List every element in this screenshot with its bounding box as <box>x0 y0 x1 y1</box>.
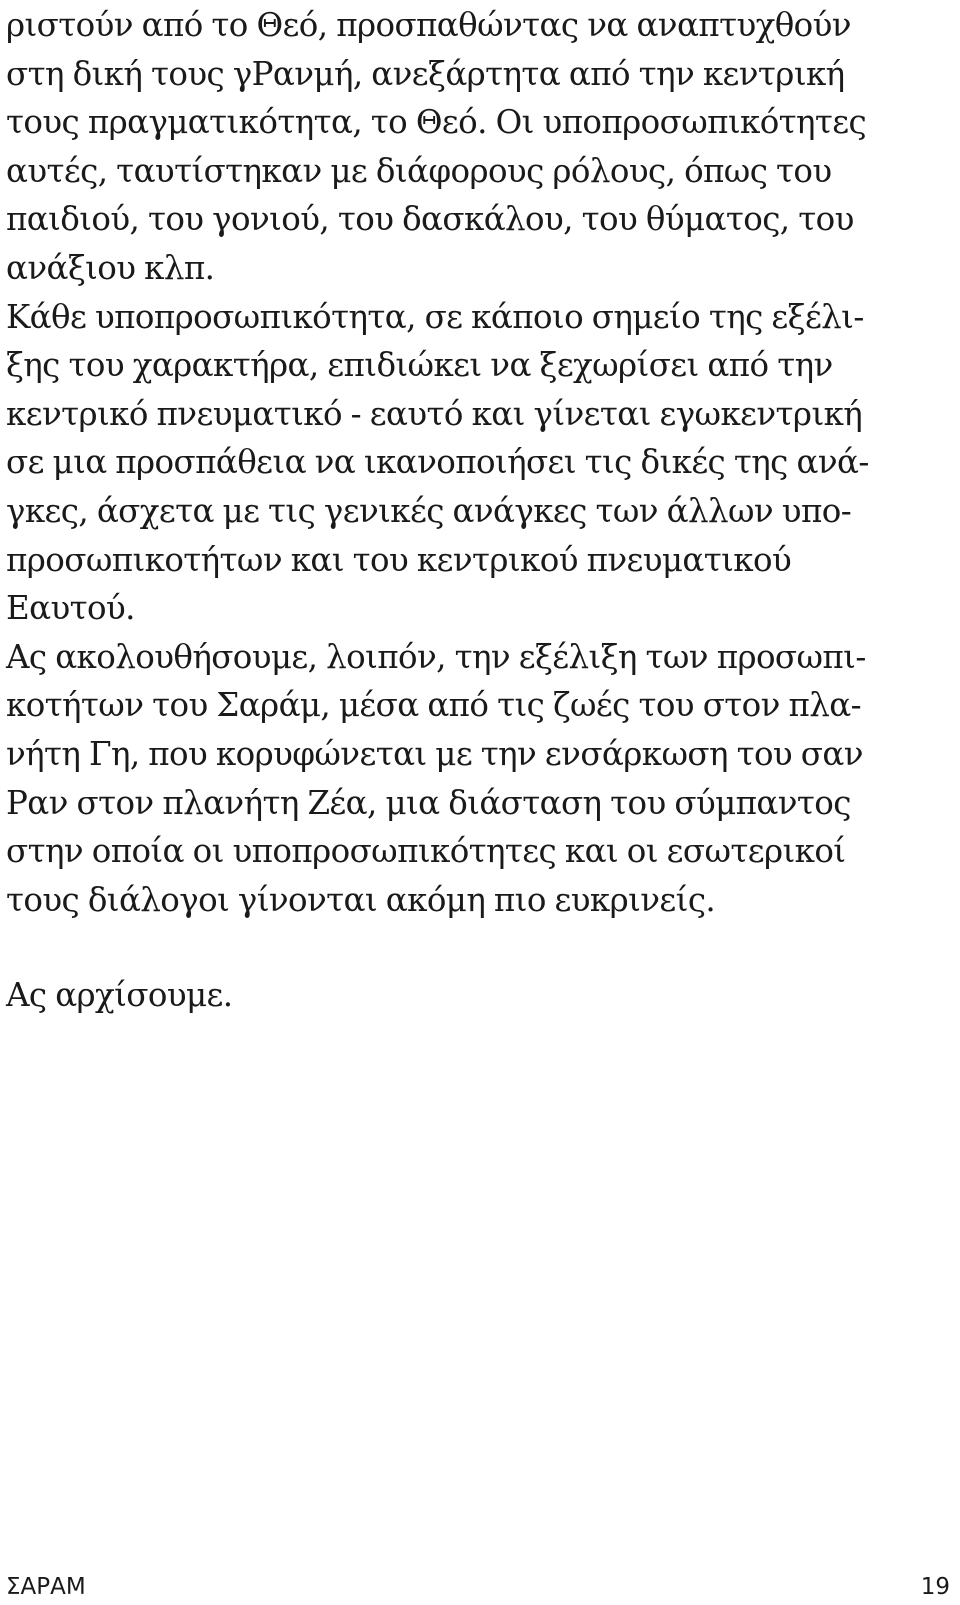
text-line: παιδιού, του γονιού, του δασκάλου, του θύματος, του <box>6 200 854 239</box>
text-line: στην οποία οι υποπροσωπικότητες και οι εσωτερικοί <box>6 832 846 871</box>
text-line: Κάθε υποπροσωπικότητα, σε κάποιο σημείο της εξέλι- <box>6 297 864 336</box>
text-line: προσωπικοτήτων και του κεντρικού πνευματικού <box>6 540 792 579</box>
text-line: ξης του χαρακτήρα, επιδιώκει να ξεχωρίσει από την <box>6 346 833 385</box>
text-line: Ας ακολουθήσουμε, λοιπόν, την εξέλιξη των προσωπι- <box>6 637 866 676</box>
text-line: αυτές, ταυτίστηκαν με διάφορους ρόλους, όπως του <box>6 151 832 190</box>
text-line: Εαυτού. <box>6 589 135 628</box>
footer-book-title: ΣΑΡΑΜ <box>6 1574 86 1600</box>
text-line: Ραν στον πλανήτη Ζέα, μια διάσταση του σύμπαντος <box>6 783 851 822</box>
text-line: Ας αρχίσουμε. <box>6 975 233 1014</box>
text-line: νήτη Γη, που κορυφώνεται με την ενσάρκωση του σαν <box>6 734 863 773</box>
body-text <box>6 0 956 1018</box>
text-line: τους διάλογοι γίνονται ακόμη πιο ευκρινείς. <box>6 880 716 919</box>
text-line: στη δική τους γΡανμή, ανεξάρτητα από την κεντρική <box>6 54 845 93</box>
text-line: ανάξιου κλπ. <box>6 248 215 287</box>
text-line: σε μια προσπάθεια να ικανοποιήσει τις δικές της ανά- <box>6 443 869 482</box>
text-line: κεντρικό πνευματικό - εαυτό και γίνεται εγωκεντρική <box>6 394 863 433</box>
text-line: ριστούν από το Θεό, προσπαθώντας να αναπτυχθούν <box>6 6 851 44</box>
footer-page-number: 19 <box>920 1574 950 1600</box>
text-line: γκες, άσχετα με τις γενικές ανάγκες των άλλων υπο- <box>6 491 852 530</box>
paragraph-spacer <box>6 923 956 970</box>
text-line: κοτήτων του Σαράμ, μέσα από τις ζωές του στον πλα- <box>6 686 862 725</box>
text-line: τους πραγματικότητα, το Θεό. Οι υποπροσωπικότητες <box>6 103 867 142</box>
